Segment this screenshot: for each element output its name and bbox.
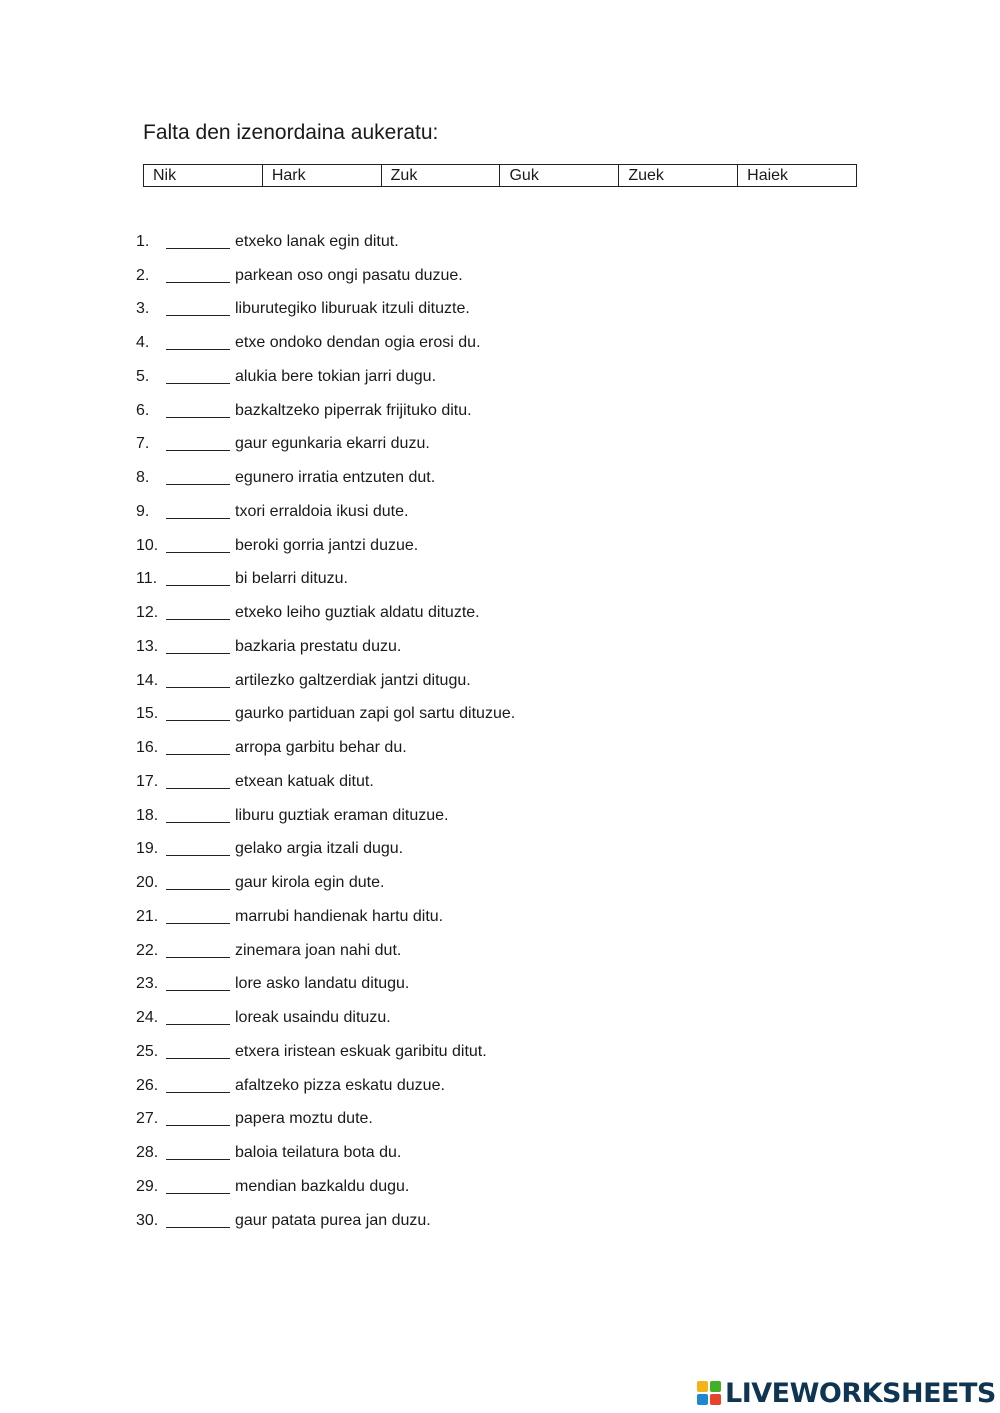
answer-blank[interactable] bbox=[166, 703, 230, 721]
exercise-sentence: arropa garbitu behar du. bbox=[235, 739, 407, 757]
logo-text: LIVEWORKSHEETS bbox=[725, 1377, 996, 1409]
exercise-sentence: loreak usaindu dituzu. bbox=[235, 1009, 391, 1027]
exercise-item bbox=[136, 495, 515, 529]
exercise-item bbox=[136, 293, 515, 327]
exercise-item bbox=[136, 799, 515, 833]
exercise-sentence: mendian bazkaldu dugu. bbox=[235, 1177, 410, 1195]
answer-blank[interactable] bbox=[166, 568, 230, 586]
exercise-item bbox=[136, 394, 515, 428]
exercise-number: 5. bbox=[136, 367, 150, 385]
answer-blank[interactable] bbox=[166, 231, 230, 249]
exercise-sentence: bazkaltzeko piperrak frijituko ditu. bbox=[235, 401, 472, 419]
exercise-item bbox=[136, 731, 515, 765]
answer-blank[interactable] bbox=[166, 906, 230, 924]
exercise-item bbox=[136, 833, 515, 867]
exercise-sentence: artilezko galtzerdiak jantzi ditugu. bbox=[235, 671, 471, 689]
answer-blank[interactable] bbox=[166, 1041, 230, 1059]
exercise-sentence: etxeko leiho guztiak aldatu dituzte. bbox=[235, 604, 480, 622]
liveworksheets-badge-icon bbox=[697, 1381, 721, 1405]
answer-blank[interactable] bbox=[166, 670, 230, 688]
exercise-item bbox=[136, 1035, 515, 1069]
exercise-number: 26. bbox=[136, 1076, 159, 1094]
exercise-number: 25. bbox=[136, 1042, 159, 1060]
exercise-item bbox=[136, 866, 515, 900]
exercise-number: 9. bbox=[136, 502, 150, 520]
exercise-sentence: bi belarri dituzu. bbox=[235, 570, 348, 588]
exercise-sentence: liburu guztiak eraman dituzue. bbox=[235, 806, 449, 824]
exercise-sentence: gaur kirola egin dute. bbox=[235, 874, 385, 892]
exercise-sentence: etxeko lanak egin ditut. bbox=[235, 232, 399, 250]
badge-square bbox=[710, 1394, 721, 1405]
answer-blank[interactable] bbox=[166, 805, 230, 823]
exercise-item bbox=[136, 1103, 515, 1137]
exercise-number: 23. bbox=[136, 975, 159, 993]
exercise-sentence: bazkaria prestatu duzu. bbox=[235, 637, 402, 655]
exercise-number: 17. bbox=[136, 772, 159, 790]
exercise-number: 1. bbox=[136, 232, 150, 250]
answer-blank[interactable] bbox=[166, 1176, 230, 1194]
answer-blank[interactable] bbox=[166, 332, 230, 350]
exercise-item bbox=[136, 529, 515, 563]
exercise-sentence: papera moztu dute. bbox=[235, 1110, 373, 1128]
exercise-item bbox=[136, 326, 515, 360]
exercise-sentence: parkean oso ongi pasatu duzue. bbox=[235, 266, 463, 284]
answer-blank[interactable] bbox=[166, 366, 230, 384]
exercise-item bbox=[136, 461, 515, 495]
answer-blank[interactable] bbox=[166, 636, 230, 654]
answer-blank[interactable] bbox=[166, 433, 230, 451]
exercise-number: 22. bbox=[136, 941, 159, 959]
answer-blank[interactable] bbox=[166, 1210, 230, 1228]
exercise-sentence: gaur patata purea jan duzu. bbox=[235, 1211, 431, 1229]
answer-blank[interactable] bbox=[166, 1108, 230, 1126]
exercise-sentence: gaur egunkaria ekarri duzu. bbox=[235, 435, 430, 453]
exercise-item bbox=[136, 428, 515, 462]
exercise-sentence: zinemara joan nahi dut. bbox=[235, 941, 402, 959]
exercise-number: 13. bbox=[136, 637, 159, 655]
exercise-number: 30. bbox=[136, 1211, 159, 1229]
exercise-sentence: marrubi handienak hartu ditu. bbox=[235, 907, 444, 925]
answer-blank[interactable] bbox=[166, 467, 230, 485]
exercise-item bbox=[136, 934, 515, 968]
exercise-sentence: egunero irratia entzuten dut. bbox=[235, 469, 436, 487]
pronoun-options-table bbox=[143, 164, 857, 187]
exercise-item bbox=[136, 225, 515, 259]
answer-blank[interactable] bbox=[166, 298, 230, 316]
answer-blank[interactable] bbox=[166, 940, 230, 958]
exercise-number: 24. bbox=[136, 1009, 159, 1027]
exercise-item bbox=[136, 563, 515, 597]
badge-square bbox=[697, 1381, 708, 1392]
exercise-sentence: lore asko landatu ditugu. bbox=[235, 975, 410, 993]
answer-blank[interactable] bbox=[166, 838, 230, 856]
answer-blank[interactable] bbox=[166, 602, 230, 620]
liveworksheets-logo bbox=[697, 1378, 996, 1408]
exercise-number: 12. bbox=[136, 604, 159, 622]
exercise-sentence: afaltzeko pizza eskatu duzue. bbox=[235, 1076, 445, 1094]
exercise-number: 14. bbox=[136, 671, 159, 689]
pronoun-option-nik: Nik bbox=[144, 165, 263, 186]
exercise-number: 18. bbox=[136, 806, 159, 824]
answer-blank[interactable] bbox=[166, 501, 230, 519]
exercise-sentence: txori erraldoia ikusi dute. bbox=[235, 502, 409, 520]
exercise-number: 8. bbox=[136, 469, 150, 487]
exercise-item bbox=[136, 259, 515, 293]
exercise-item bbox=[136, 900, 515, 934]
exercise-number: 19. bbox=[136, 840, 159, 858]
exercise-number: 20. bbox=[136, 874, 159, 892]
answer-blank[interactable] bbox=[166, 872, 230, 890]
exercise-sentence: etxe ondoko dendan ogia erosi du. bbox=[235, 334, 481, 352]
pronoun-option-guk: Guk bbox=[500, 165, 619, 186]
answer-blank[interactable] bbox=[166, 737, 230, 755]
exercise-sentence: gelako argia itzali dugu. bbox=[235, 840, 404, 858]
exercise-sentence: baloia teilatura bota du. bbox=[235, 1144, 402, 1162]
exercise-number: 21. bbox=[136, 907, 159, 925]
pronoun-option-zuk: Zuk bbox=[382, 165, 501, 186]
badge-square bbox=[697, 1394, 708, 1405]
exercise-item bbox=[136, 630, 515, 664]
exercise-number: 10. bbox=[136, 536, 159, 554]
exercise-number: 3. bbox=[136, 300, 150, 318]
exercise-sentence: etxera iristean eskuak garibitu ditut. bbox=[235, 1042, 487, 1060]
answer-blank[interactable] bbox=[166, 1075, 230, 1093]
answer-blank[interactable] bbox=[166, 771, 230, 789]
exercise-number: 2. bbox=[136, 266, 150, 284]
exercise-item bbox=[136, 1170, 515, 1204]
exercise-sentence: beroki gorria jantzi duzue. bbox=[235, 536, 419, 554]
exercise-number: 15. bbox=[136, 705, 159, 723]
exercise-sentence: alukia bere tokian jarri dugu. bbox=[235, 367, 437, 385]
answer-blank[interactable] bbox=[166, 400, 230, 418]
pronoun-option-hark: Hark bbox=[263, 165, 382, 186]
exercise-sentence: liburutegiko liburuak itzuli dituzte. bbox=[235, 300, 470, 318]
exercise-number: 16. bbox=[136, 739, 159, 757]
exercise-sentence: gaurko partiduan zapi gol sartu dituzue. bbox=[235, 705, 516, 723]
exercise-item bbox=[136, 1136, 515, 1170]
worksheet-title: Falta den izenordaina aukeratu: bbox=[143, 121, 439, 144]
exercise-number: 4. bbox=[136, 334, 150, 352]
exercise-item bbox=[136, 360, 515, 394]
answer-blank[interactable] bbox=[166, 973, 230, 991]
exercise-number: 27. bbox=[136, 1110, 159, 1128]
exercise-number: 28. bbox=[136, 1144, 159, 1162]
exercise-number: 7. bbox=[136, 435, 150, 453]
exercise-item bbox=[136, 596, 515, 630]
answer-blank[interactable] bbox=[166, 1142, 230, 1160]
pronoun-option-zuek: Zuek bbox=[619, 165, 738, 186]
answer-blank[interactable] bbox=[166, 265, 230, 283]
badge-square bbox=[710, 1381, 721, 1392]
exercise-sentence: etxean katuak ditut. bbox=[235, 772, 374, 790]
exercise-item bbox=[136, 664, 515, 698]
exercise-item bbox=[136, 1204, 515, 1238]
answer-blank[interactable] bbox=[166, 535, 230, 553]
exercise-number: 11. bbox=[136, 570, 158, 588]
exercise-item bbox=[136, 968, 515, 1002]
exercise-list bbox=[136, 225, 515, 1238]
exercise-item bbox=[136, 1069, 515, 1103]
exercise-item bbox=[136, 1001, 515, 1035]
answer-blank[interactable] bbox=[166, 1007, 230, 1025]
exercise-item bbox=[136, 765, 515, 799]
exercise-item bbox=[136, 698, 515, 732]
pronoun-option-haiek: Haiek bbox=[747, 167, 789, 184]
exercise-number: 29. bbox=[136, 1177, 159, 1195]
exercise-number: 6. bbox=[136, 401, 150, 419]
